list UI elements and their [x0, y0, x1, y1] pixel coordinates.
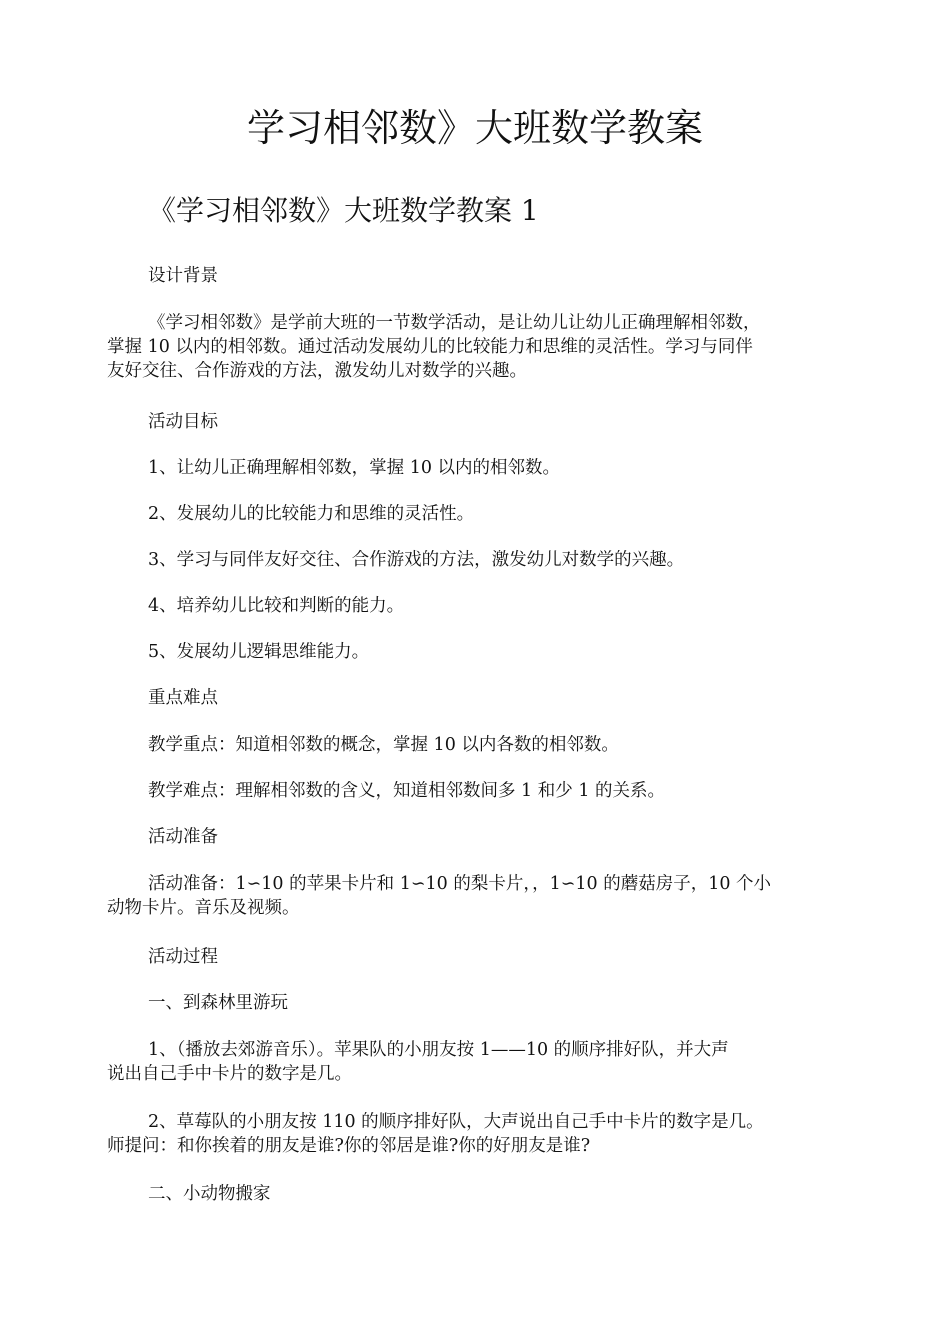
- lesson-plan-subtitle: 《学习相邻数》大班数学教案 1: [148, 194, 539, 227]
- preparation-paragraph: [107, 872, 847, 920]
- goal-item-1: 1、让幼儿正确理解相邻数，掌握 10 以内的相邻数。: [148, 458, 561, 478]
- step-1-item-1: [107, 1038, 847, 1086]
- step-2-heading: 二、小动物搬家: [148, 1184, 271, 1204]
- background-line-2: 掌握 10 以内的相邻数。通过活动发展幼儿的比较能力和思维的灵活性。学习与同伴: [107, 337, 753, 357]
- background-heading: 设计背景: [148, 266, 218, 286]
- background-paragraph: [107, 311, 847, 383]
- process-heading: 活动过程: [148, 947, 218, 967]
- step-1-item-1-line-1: 1、（播放去郊游音乐）。苹果队的小朋友按 1——10 的顺序排好队，并大声: [148, 1040, 729, 1060]
- goals-heading: 活动目标: [148, 412, 218, 432]
- step-1-item-2: [107, 1110, 847, 1158]
- difficult-point: 教学难点：理解相邻数的含义，知道相邻数间多 1 和少 1 的关系。: [148, 781, 666, 801]
- key-point: 教学重点：知道相邻数的概念，掌握 10 以内各数的相邻数。: [148, 735, 619, 755]
- goal-item-4: 4、培养幼儿比较和判断的能力。: [148, 596, 405, 616]
- background-line-3: 友好交往、合作游戏的方法，激发幼儿对数学的兴趣。: [107, 361, 527, 381]
- goal-item-2: 2、发展幼儿的比较能力和思维的灵活性。: [148, 504, 475, 524]
- preparation-line-1: 活动准备：1∽10 的苹果卡片和 1∽10 的梨卡片，，1∽10 的蘑菇房子，10 个小: [148, 874, 772, 894]
- goal-item-3: 3、学习与同伴友好交往、合作游戏的方法，激发幼儿对数学的兴趣。: [148, 550, 685, 570]
- step-1-item-2-line-2: 师提问：和你挨着的朋友是谁?你的邻居是谁?你的好朋友是谁?: [107, 1136, 591, 1156]
- document-title: 学习相邻数》大班数学教案: [246, 106, 703, 150]
- background-line-1: 《学习相邻数》是学前大班的一节数学活动，是让幼儿让幼儿正确理解相邻数，: [148, 313, 761, 333]
- step-1-item-2-line-1: 2、草莓队的小朋友按 110 的顺序排好队，大声说出自己手中卡片的数字是几。: [148, 1112, 764, 1132]
- step-1-item-1-line-2: 说出自己手中卡片的数字是几。: [107, 1064, 352, 1084]
- preparation-line-2: 动物卡片。音乐及视频。: [107, 898, 300, 918]
- goal-item-5: 5、发展幼儿逻辑思维能力。: [148, 642, 370, 662]
- preparation-heading: 活动准备: [148, 827, 218, 847]
- key-points-heading: 重点难点: [148, 688, 218, 708]
- step-1-heading: 一、到森林里游玩: [148, 993, 288, 1013]
